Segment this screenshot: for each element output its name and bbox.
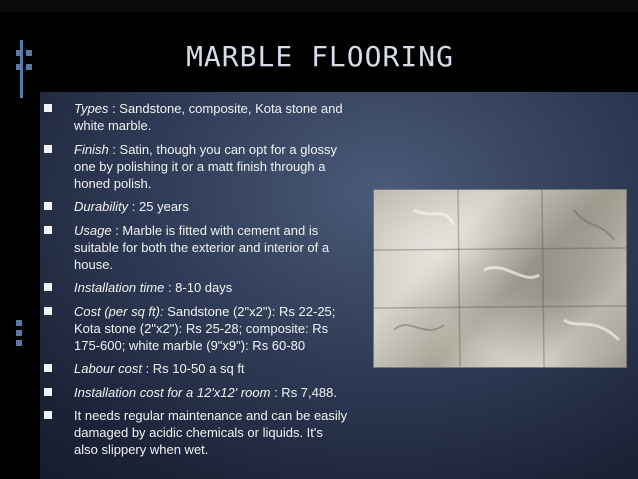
decoration-bar <box>26 64 32 70</box>
bullet-text: : Marble is fitted with cement and is suitable for both the exterior and interior of a house. <box>74 222 330 272</box>
decoration-bar <box>26 50 32 56</box>
bullet-icon <box>44 226 52 234</box>
decoration-bar <box>20 40 23 98</box>
decoration-bar <box>16 330 22 336</box>
bullet-icon <box>44 104 52 112</box>
bullet-item <box>44 141 349 192</box>
bullet-label: Finish <box>74 141 109 157</box>
decoration-bar <box>16 340 22 346</box>
bullet-label: Durability <box>74 199 129 214</box>
bullet-icon <box>44 411 52 419</box>
bullet-label: Cost (per sq ft): <box>74 303 164 319</box>
bullet-label: Installation cost for a 12'x12' room <box>74 384 271 400</box>
bullet-item <box>44 222 349 273</box>
bullet-label: Labour cost <box>74 361 142 376</box>
bullet-item <box>44 279 349 296</box>
bullet-item <box>44 303 349 354</box>
bullet-item <box>44 360 349 377</box>
marble-tile-image <box>374 190 626 367</box>
bullet-icon <box>44 307 52 315</box>
top-bar <box>0 0 638 12</box>
bullet-icon <box>44 145 52 153</box>
bullet-icon <box>44 202 52 210</box>
bullet-icon <box>44 283 52 291</box>
bullet-text: : Sandstone, composite, Kota stone and white marble. <box>74 101 343 133</box>
bullet-text: It needs regular maintenance and can be easily damaged by acidic chemicals or liquids. It's also slippery when wet. <box>74 408 348 457</box>
bullet-item <box>44 100 349 134</box>
bullet-text: : Rs 7,488. <box>270 384 337 400</box>
bullet-text: : 25 years <box>128 199 189 214</box>
slide-title: MARBLE FLOORING <box>186 40 454 73</box>
bullet-item <box>44 198 349 215</box>
bullet-list <box>44 100 349 465</box>
bullet-icon <box>44 388 52 396</box>
bullet-text: Sandstone (2"x2"): Rs 22-25; Kota stone (2"x2"): Rs 25-28; composite: Rs 175-600; white marble (9"x9"): Rs 60-80 <box>74 303 336 353</box>
decoration-bar <box>16 320 22 326</box>
bullet-item <box>44 407 349 458</box>
bullet-icon <box>44 364 52 372</box>
bullet-label: Types <box>74 101 109 116</box>
bullet-text: : Satin, though you can opt for a glossy one by polishing it or a matt finish through a honed polish. <box>74 141 338 191</box>
bullet-item <box>44 384 349 401</box>
bullet-label: Installation time <box>74 280 165 295</box>
marble-veins <box>374 190 626 367</box>
bullet-text: : Rs 10-50 a sq ft <box>141 361 245 376</box>
bullet-label: Usage <box>74 222 112 238</box>
bullet-text: : 8-10 days <box>164 280 233 295</box>
